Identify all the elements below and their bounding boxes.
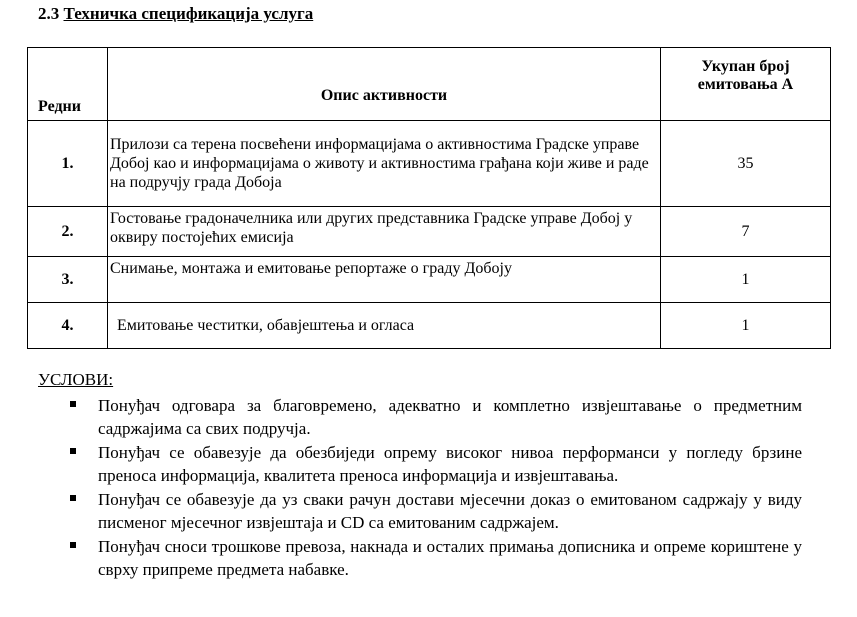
condition-item bbox=[70, 441, 802, 487]
row-total: 1 bbox=[661, 303, 831, 349]
condition-text: Понуђач се обавезује да уз сваки рачун достави мјесечни доказ о емитованом садржају у виду писменог мјесечног извјештаја и CD са емитованим садржајем. bbox=[98, 490, 802, 532]
row-number: 1. bbox=[28, 121, 108, 207]
row-description: Снимање, монтажа и емитовање репортаже о граду Добоју bbox=[108, 257, 661, 303]
section-heading bbox=[38, 4, 313, 24]
conditions-list bbox=[70, 394, 802, 582]
condition-text: Понуђач сноси трошкове превоза, накнада и осталих примања дописника и опреме кориштене у сврху припреме предмета набавке. bbox=[98, 537, 802, 579]
table-row bbox=[28, 303, 831, 349]
section-title: Техничка спецификација услуга bbox=[63, 4, 314, 23]
specification-table bbox=[27, 47, 831, 349]
row-description: Гостовање градоначелника или других представника Градске управе Добој у оквиру постојећих емисија bbox=[108, 207, 661, 257]
table-row bbox=[28, 121, 831, 207]
conditions-title: УСЛОВИ: bbox=[38, 370, 114, 389]
row-total: 35 bbox=[661, 121, 831, 207]
header-number: Редни bbox=[28, 48, 108, 121]
row-number: 3. bbox=[28, 257, 108, 303]
section-number: 2.3 bbox=[38, 4, 60, 23]
header-total: Укупан број емитовања А bbox=[661, 48, 831, 121]
row-total: 1 bbox=[661, 257, 831, 303]
square-bullet-icon bbox=[70, 542, 76, 548]
square-bullet-icon bbox=[70, 401, 76, 407]
row-description: Емитовање честитки, обавјештења и огласа bbox=[108, 303, 661, 349]
table-row bbox=[28, 257, 831, 303]
row-total: 7 bbox=[661, 207, 831, 257]
square-bullet-icon bbox=[70, 495, 76, 501]
square-bullet-icon bbox=[70, 448, 76, 454]
condition-item bbox=[70, 394, 802, 440]
condition-item bbox=[70, 535, 802, 581]
row-description: Прилози са терена посвећени информацијама о активностима Градске управе Добој као и информацијама о животу и активностима грађана који живе и раде на подручју града Добоја bbox=[108, 121, 661, 207]
condition-text: Понуђач одговара за благовремено, адекватно и комплетно извјештавање о предметним садржајима са свих подручја. bbox=[98, 396, 802, 438]
table-header-row bbox=[28, 48, 831, 121]
header-description: Опис активности bbox=[108, 48, 661, 121]
condition-item bbox=[70, 488, 802, 534]
table-row bbox=[28, 207, 831, 257]
row-number: 4. bbox=[28, 303, 108, 349]
condition-text: Понуђач се обавезује да обезбиједи опрему високог нивоа перформанси у погледу брзине преноса информација, квалитета преноса информација и извјештавања. bbox=[98, 443, 802, 485]
row-number: 2. bbox=[28, 207, 108, 257]
